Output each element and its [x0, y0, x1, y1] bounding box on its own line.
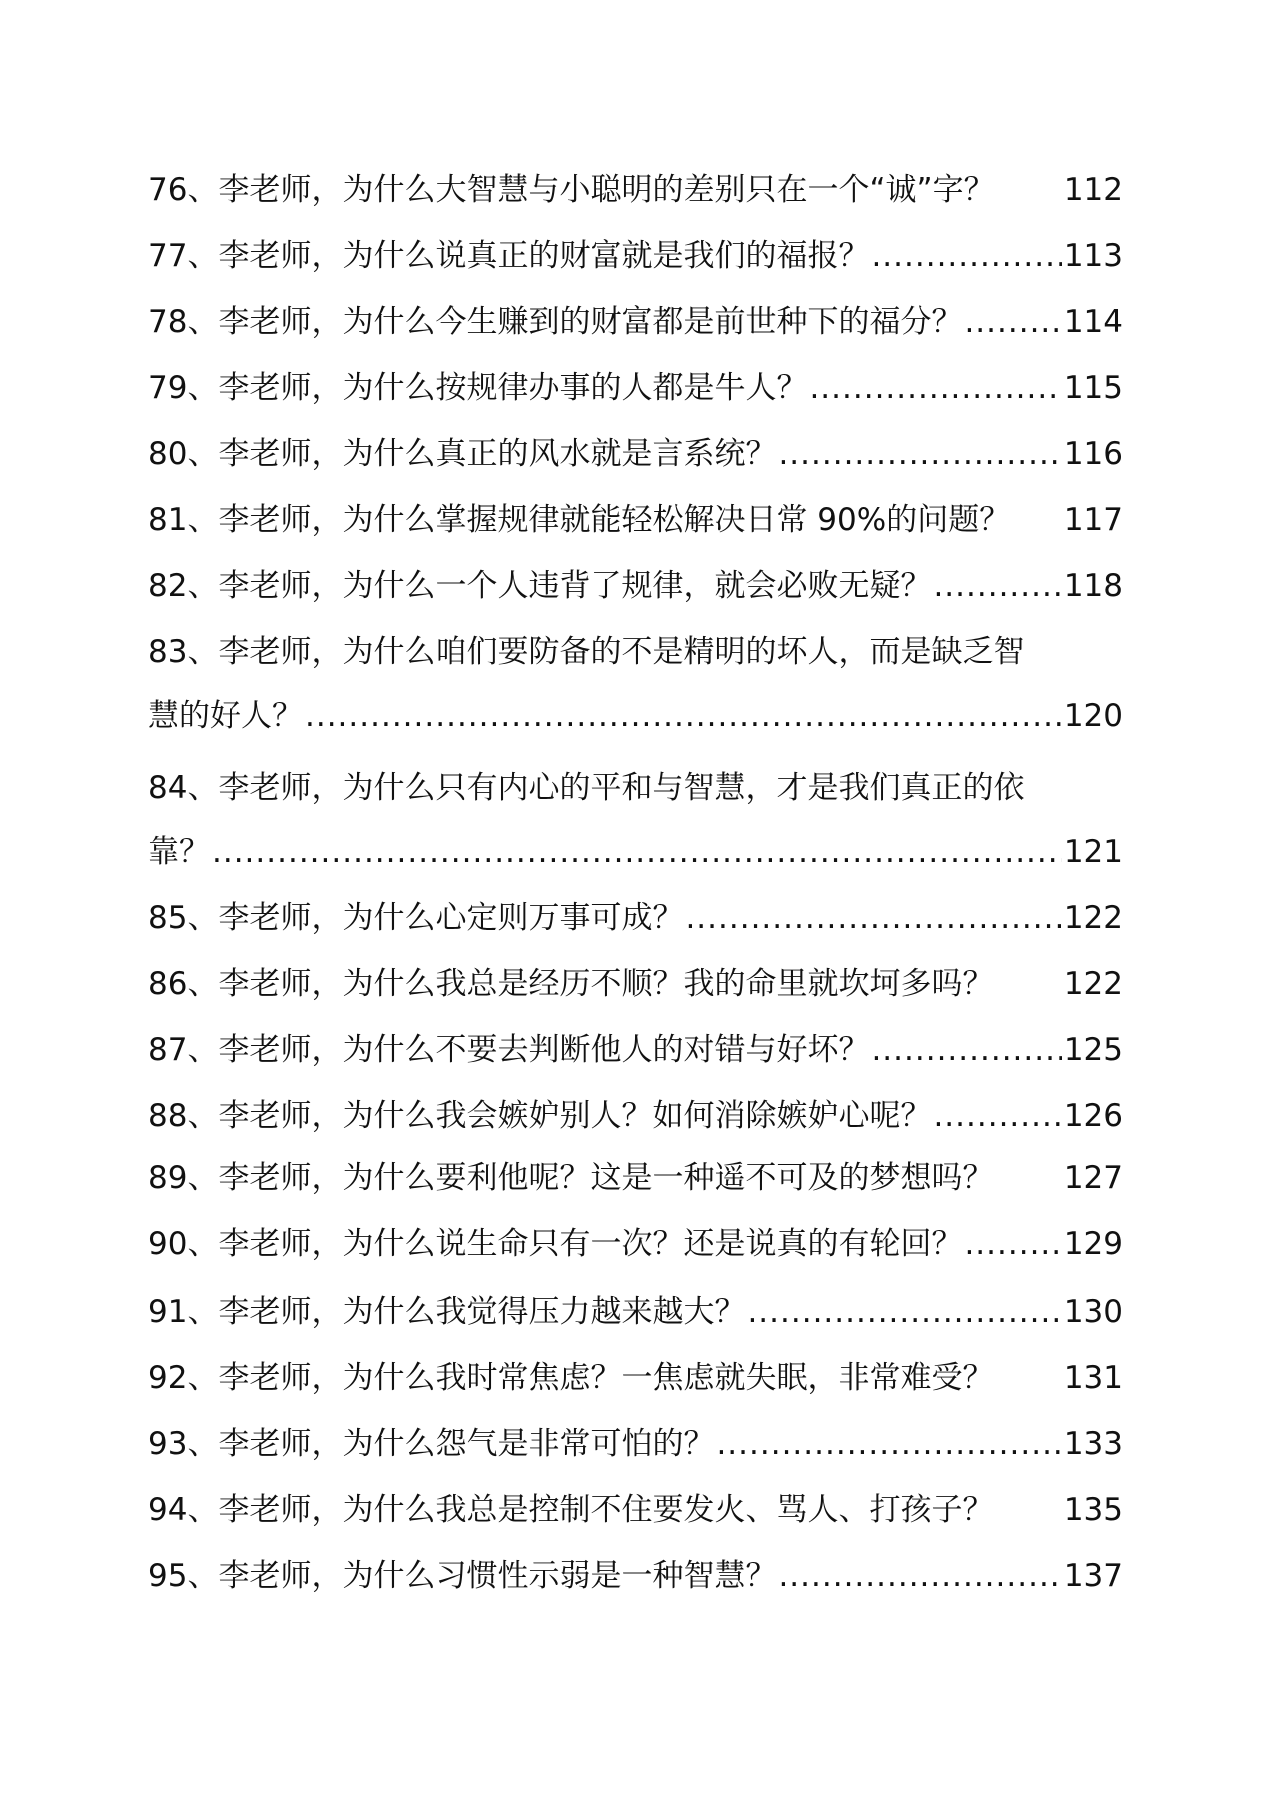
dot-leader	[964, 1224, 1061, 1264]
dot-leader	[747, 1292, 1061, 1332]
toc-page-number: 121	[1063, 834, 1123, 870]
dot-leader	[778, 1556, 1061, 1596]
toc-entry[interactable]	[148, 1292, 1123, 1332]
toc-page-number: 118	[1063, 568, 1123, 604]
dot-leader	[871, 1030, 1061, 1070]
dot-leader	[685, 898, 1061, 938]
toc-entry-title-continued: 慧的好人？	[148, 698, 303, 734]
toc-entry-title: 78、李老师，为什么今生赚到的财富都是前世种下的福分？	[148, 304, 963, 340]
toc-entry[interactable]	[148, 1096, 1123, 1136]
dot-leader	[305, 696, 1062, 736]
toc-entry[interactable]	[148, 1490, 1123, 1530]
toc-page-number: 114	[1063, 304, 1123, 340]
toc-entry-title: 76、李老师，为什么大智慧与小聪明的差别只在一个“诚”字？	[148, 172, 995, 208]
toc-entry-title: 86、李老师，为什么我总是经历不顺？我的命里就坎坷多吗？	[148, 966, 994, 1002]
dot-leader	[778, 434, 1061, 474]
toc-entry-title: 88、李老师，为什么我会嫉妒别人？如何消除嫉妒心呢？	[148, 1098, 932, 1134]
toc-entry-title: 87、李老师，为什么不要去判断他人的对错与好坏？	[148, 1032, 870, 1068]
toc-page-number: 116	[1063, 436, 1123, 472]
toc-page-number: 137	[1063, 1558, 1123, 1594]
toc-entry-title: 83、李老师，为什么咱们要防备的不是精明的坏人，而是缺乏智	[148, 634, 1025, 670]
toc-page-number: 135	[1063, 1492, 1123, 1528]
toc-entry-title: 92、李老师，为什么我时常焦虑？一焦虑就失眠，非常难受？	[148, 1360, 994, 1396]
toc-entry[interactable]	[148, 302, 1123, 342]
dot-leader	[809, 368, 1061, 408]
toc-entry[interactable]	[148, 434, 1123, 474]
toc-page-number: 130	[1063, 1294, 1123, 1330]
toc-entry-title: 84、李老师，为什么只有内心的平和与智慧，才是我们真正的依	[148, 770, 1025, 806]
toc-page-number: 112	[1063, 172, 1123, 208]
toc-entry[interactable]	[148, 1030, 1123, 1070]
toc-page-number: 115	[1063, 370, 1123, 406]
toc-entry[interactable]	[148, 1556, 1123, 1596]
toc-entry[interactable]	[148, 368, 1123, 408]
toc-entry-title-continued: 靠？	[148, 834, 210, 870]
dot-leader	[933, 566, 1061, 606]
toc-entry-title: 79、李老师，为什么按规律办事的人都是牛人？	[148, 370, 808, 406]
toc-entry-title: 89、李老师，为什么要利他呢？这是一种遥不可及的梦想吗？	[148, 1160, 994, 1196]
toc-page-number: 122	[1063, 900, 1123, 936]
toc-page-number: 122	[1063, 966, 1123, 1002]
toc-entry[interactable]	[148, 170, 1123, 210]
dot-leader	[933, 1096, 1061, 1136]
toc-page-number: 125	[1063, 1032, 1123, 1068]
toc-page-number: 126	[1063, 1098, 1123, 1134]
toc-entry-title: 82、李老师，为什么一个人违背了规律，就会必败无疑？	[148, 568, 932, 604]
dot-leader	[716, 1424, 1061, 1464]
toc-entry[interactable]	[148, 236, 1123, 276]
toc-page-number: 129	[1063, 1226, 1123, 1262]
toc-entry[interactable]	[148, 1424, 1123, 1464]
table-of-contents	[148, 170, 1123, 1596]
toc-page-number: 120	[1063, 698, 1123, 734]
dot-leader	[871, 236, 1061, 276]
toc-page-number: 117	[1063, 502, 1123, 538]
toc-entry[interactable]	[148, 964, 1123, 1004]
toc-entry-title: 94、李老师，为什么我总是控制不住要发火、骂人、打孩子？	[148, 1492, 994, 1528]
toc-entry-title: 81、李老师，为什么掌握规律就能轻松解决日常 90%的问题？	[148, 502, 1011, 538]
toc-page-number: 131	[1063, 1360, 1123, 1396]
toc-entry-title: 95、李老师，为什么习惯性示弱是一种智慧？	[148, 1558, 777, 1594]
toc-entry[interactable]	[148, 1358, 1123, 1398]
toc-entry[interactable]	[148, 1158, 1123, 1198]
toc-page-number: 133	[1063, 1426, 1123, 1462]
toc-entry-title: 80、李老师，为什么真正的风水就是言系统？	[148, 436, 777, 472]
toc-entry[interactable]	[148, 632, 1123, 736]
toc-entry[interactable]	[148, 768, 1123, 872]
toc-page-number: 127	[1063, 1160, 1123, 1196]
toc-entry-title: 90、李老师，为什么说生命只有一次？还是说真的有轮回？	[148, 1226, 963, 1262]
toc-entry[interactable]	[148, 566, 1123, 606]
toc-entry[interactable]	[148, 500, 1123, 540]
toc-page-number: 113	[1063, 238, 1123, 274]
toc-entry-title: 91、李老师，为什么我觉得压力越来越大？	[148, 1294, 746, 1330]
toc-entry[interactable]	[148, 898, 1123, 938]
toc-entry-title: 93、李老师，为什么怨气是非常可怕的？	[148, 1426, 715, 1462]
toc-entry-title: 85、李老师，为什么心定则万事可成？	[148, 900, 684, 936]
dot-leader	[964, 302, 1061, 342]
toc-entry-title: 77、李老师，为什么说真正的财富就是我们的福报？	[148, 238, 870, 274]
toc-entry[interactable]	[148, 1224, 1123, 1264]
dot-leader	[212, 832, 1062, 872]
